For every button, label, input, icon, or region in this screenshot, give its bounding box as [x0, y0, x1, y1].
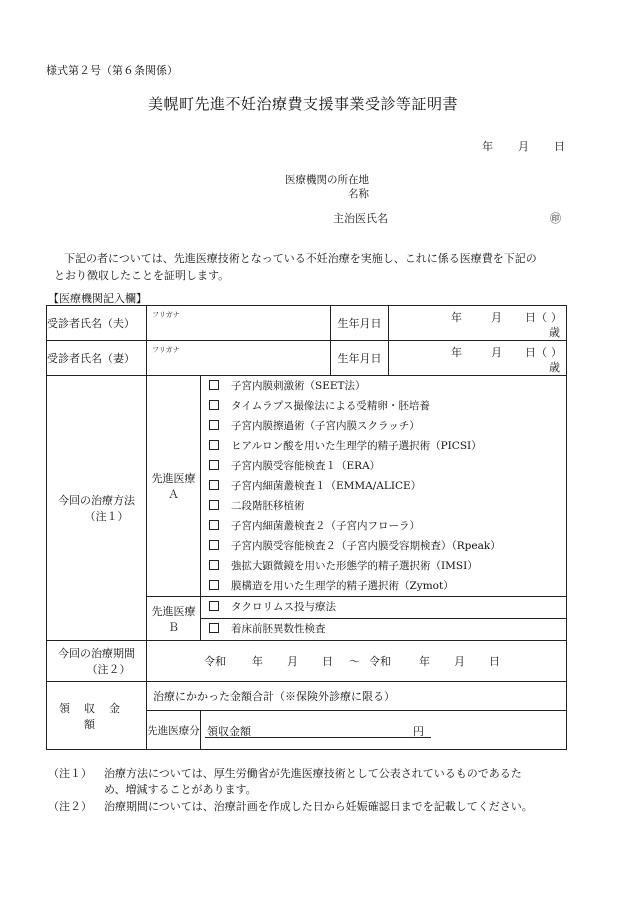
page-title: 美幌町先進不妊治療費支援事業受診等証明書 [148, 95, 459, 113]
group-a-label: 先進医療Ａ [147, 376, 201, 597]
dob-year: 年 [451, 346, 462, 359]
period-tilde: ～ [349, 655, 360, 668]
treatment-label-line2: （注１） [84, 510, 129, 523]
checkbox[interactable] [209, 500, 219, 510]
furigana-label: フリガナ [152, 311, 180, 319]
option-label: 膜構造を用いた生理学的精子選択術（Zymot） [231, 580, 454, 592]
period-month-from: 月 [287, 655, 298, 668]
date-year: 年 [482, 140, 493, 153]
option-label: 子宮内膜受容能検査１（ERA） [231, 460, 381, 472]
checkbox[interactable] [209, 580, 219, 590]
furigana-label: フリガナ [152, 346, 180, 354]
period-month-to: 月 [454, 655, 465, 668]
note-1-line1: 治療方法については、厚生労働省が先進医療技術として公表されているものであるた [104, 767, 522, 780]
form-number: 様式第２号（第６条関係） [46, 64, 178, 77]
note-1-tag: （注１） [48, 767, 92, 780]
checkbox[interactable] [209, 380, 219, 390]
option-label: 子宮内膜刺激術（SEET法） [231, 380, 366, 392]
doctor-label: 主治医氏名 [333, 212, 388, 225]
treatment-option[interactable] [201, 576, 566, 596]
checkbox[interactable] [209, 420, 219, 430]
note-1-line2: め、増減することがあります。 [104, 783, 257, 796]
note-2-line1: 治療期間については、治療計画を作成した日から妊娠確認日までを記載してください。 [104, 800, 533, 813]
checkbox[interactable] [209, 623, 219, 633]
amount-received-field[interactable] [201, 711, 567, 750]
amount-sub-label-text: 先進医療分 [147, 724, 200, 737]
age-label: 歳 [549, 326, 560, 339]
treatment-option[interactable] [201, 619, 566, 640]
wife-name-field[interactable] [147, 341, 331, 376]
checkbox[interactable] [209, 480, 219, 490]
checkbox[interactable] [209, 520, 219, 530]
period-day-to: 日 [489, 655, 500, 668]
section-label: 【医療機関記入欄】 [48, 292, 147, 305]
husband-name-field[interactable] [147, 306, 331, 341]
treatment-option[interactable] [201, 396, 566, 416]
date-day: 日 [554, 140, 565, 153]
date-month: 月 [518, 140, 529, 153]
dob-close: ） [551, 346, 562, 359]
yen-label: 円 [413, 725, 424, 738]
option-label: 子宮内細菌叢検査１（EMMA/ALICE） [231, 480, 422, 492]
option-label: 子宮内膜受容能検査２（子宮内膜受容期検査）（Rpeak） [231, 540, 501, 552]
dob-month: 月 [491, 311, 502, 324]
note-2-tag: （注２） [48, 800, 92, 813]
option-label: 着床前胚異数性検査 [231, 623, 326, 635]
amount-total-text: 治療にかかった金額合計（※保険外診療に限る） [147, 682, 567, 711]
checkbox[interactable] [209, 400, 219, 410]
checkbox[interactable] [209, 601, 219, 611]
address-label: 医療機関の所在地 [285, 174, 369, 186]
treatment-method-label [47, 376, 147, 641]
option-label: ヒアルロン酸を用いた生理学的精子選択術（PICSI） [231, 440, 482, 452]
patient-label: 受診者氏名（夫） [47, 306, 147, 341]
group-b-options [201, 597, 567, 641]
treatment-option[interactable] [201, 496, 566, 516]
checkbox[interactable] [209, 560, 219, 570]
option-label: タイムラプス撮像法による受精卵・胚培養 [231, 400, 430, 412]
treatment-option[interactable] [201, 597, 566, 619]
husband-dob-field[interactable] [389, 306, 567, 341]
body-line-2: とおり徴収したことを証明します。 [54, 269, 230, 282]
dob-month: 月 [491, 346, 502, 359]
checkbox[interactable] [209, 460, 219, 470]
age-label: 歳 [549, 361, 560, 374]
treatment-option[interactable] [201, 516, 566, 536]
group-b-label: 先進医療Ｂ [147, 597, 201, 641]
option-label: 子宮内細菌叢検査２（子宮内フローラ） [231, 520, 420, 532]
dob-label: 生年月日 [331, 306, 389, 341]
dob-year: 年 [451, 311, 462, 324]
patient-row-husband [47, 306, 567, 341]
treatment-option[interactable] [201, 456, 566, 476]
dob-close: ） [551, 311, 562, 324]
treatment-option[interactable] [201, 436, 566, 456]
dob-day: 日（ [525, 346, 547, 359]
group-a-options [201, 376, 567, 597]
treatment-option[interactable] [201, 376, 566, 396]
patient-label: 受診者氏名（妻） [47, 341, 147, 376]
period-row [47, 641, 567, 682]
checkbox[interactable] [209, 540, 219, 550]
amount-row-total [47, 682, 567, 711]
treatment-option[interactable] [201, 556, 566, 576]
option-label: 二段階胚移植術 [231, 500, 305, 512]
option-label: タクロリムス投与療法 [231, 601, 336, 613]
dob-day: 日（ [525, 311, 547, 324]
received-label: 領収金額 [207, 725, 251, 738]
option-label: 子宮内膜擦過術（子宮内膜スクラッチ） [231, 420, 420, 432]
treatment-row-a [47, 376, 567, 597]
amount-label: 領収金額 [47, 682, 147, 750]
period-label-line2: （注２） [86, 663, 131, 676]
period-field[interactable] [147, 641, 567, 682]
amount-sub-label [147, 711, 201, 750]
period-year-to: 年 [419, 655, 430, 668]
seal-mark: ㊞ [550, 212, 561, 225]
period-label-line1: 今回の治療期間 [58, 647, 135, 660]
dob-label: 生年月日 [331, 341, 389, 376]
patient-row-wife [47, 341, 567, 376]
checkbox[interactable] [209, 440, 219, 450]
name-label: 名称 [348, 188, 369, 200]
wife-dob-field[interactable] [389, 341, 567, 376]
option-label: 強拡大顕微鏡を用いた形態学的精子選択術（IMSI） [231, 560, 478, 572]
period-day-from: 日 [322, 655, 333, 668]
period-year-from: 年 [252, 655, 263, 668]
period-era-to: 令和 [369, 655, 391, 668]
treatment-option[interactable] [201, 416, 566, 436]
body-line-1: 下記の者については、先進医療技術となっている不妊治療を実施し、これに係る医療費を下記の [64, 252, 537, 265]
period-label [47, 641, 147, 682]
treatment-option[interactable] [201, 536, 566, 556]
certificate-form-table [46, 305, 567, 750]
treatment-option[interactable] [201, 476, 566, 496]
treatment-label-line1: 今回の治療方法 [58, 494, 135, 507]
period-era-from: 令和 [204, 655, 226, 668]
